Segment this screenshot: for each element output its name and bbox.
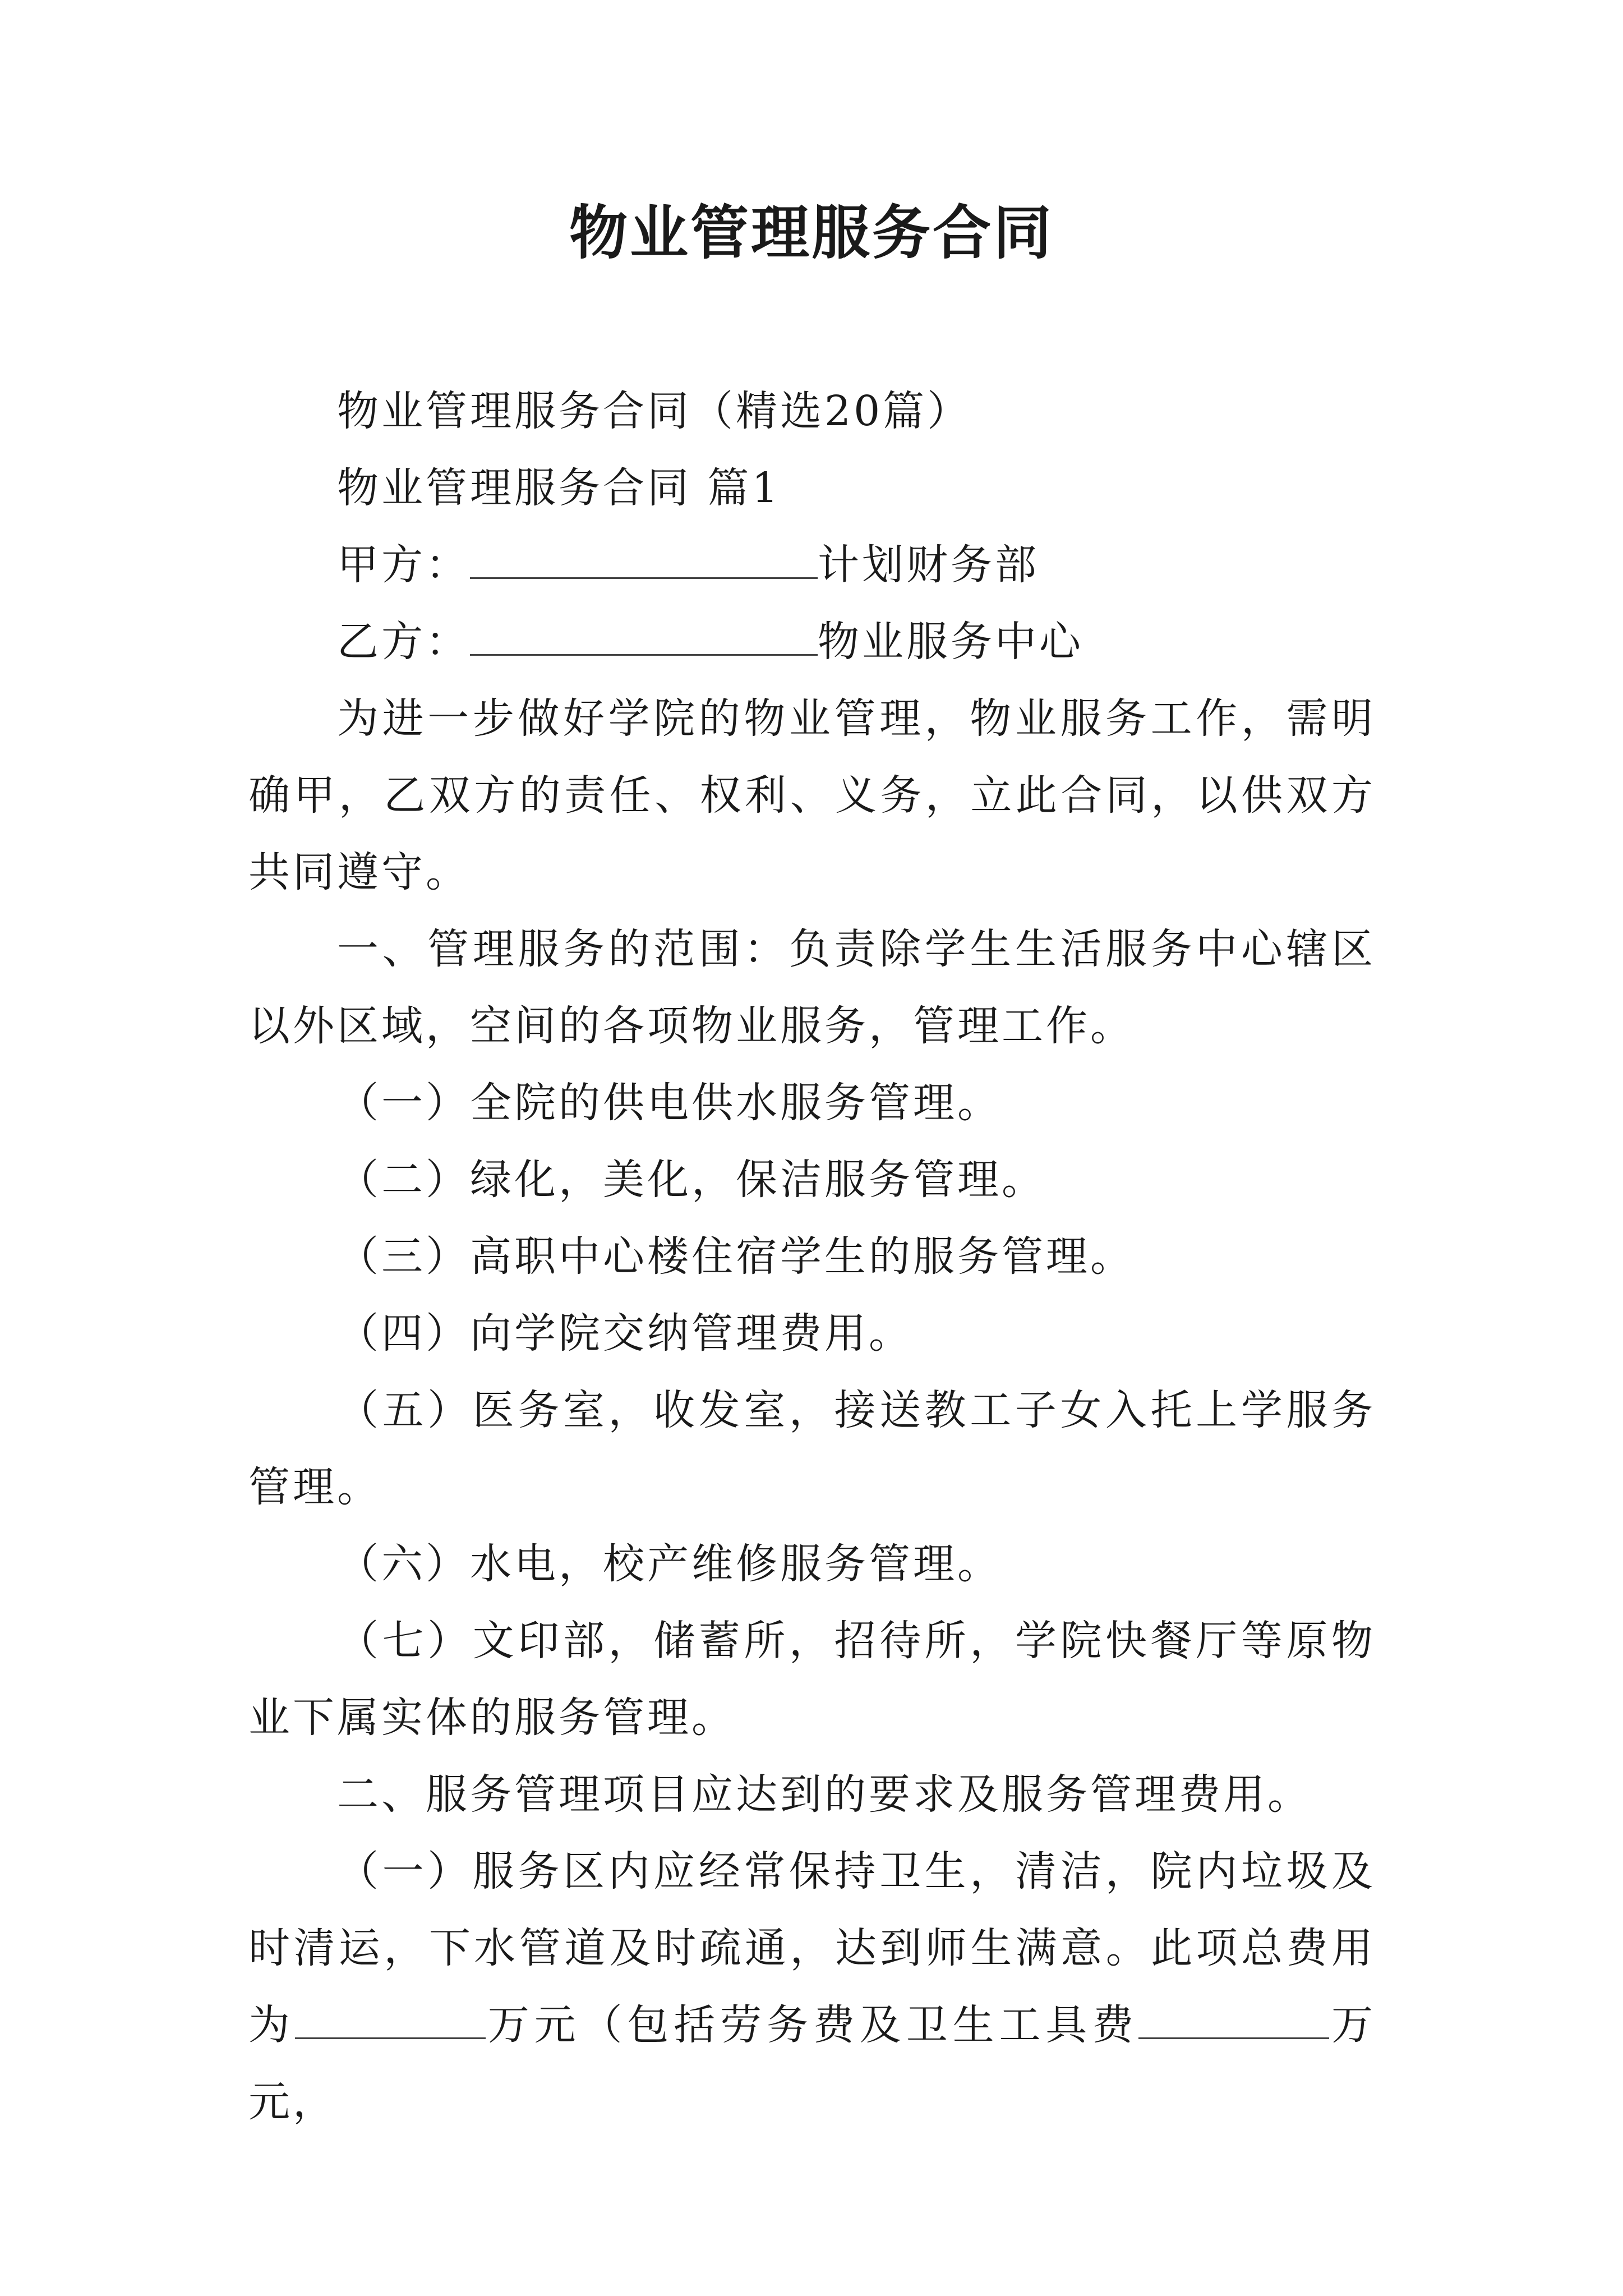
- scope-item-5: （五）医务室，收发室，接送教工子女入托上学服务管理。: [248, 1386, 1376, 1511]
- scope-item-4: （四）向学院交纳管理费用。: [337, 1309, 913, 1358]
- requirement-item-1: [248, 1833, 1376, 2141]
- party-a-blank: [470, 544, 818, 579]
- scope-item-6: （六）水电，校产维修服务管理。: [337, 1540, 1002, 1588]
- requirement-item-1-tail-a: 万元（包括劳务费及卫生工具费: [485, 2001, 1139, 2049]
- requirement-item-1-tail-b: 万元，: [248, 2001, 1376, 2126]
- scope-item-7: （七）文印部，储蓄所，招待所，学院快餐厅等原物业下属实体的服务管理。: [248, 1617, 1376, 1742]
- document-title: 物业管理服务合同: [569, 198, 1054, 267]
- party-a-name: 计划财务部: [818, 541, 1039, 589]
- section-heading: 物业管理服务合同 篇1: [337, 464, 781, 512]
- tools-fee-blank: [1138, 2004, 1329, 2039]
- scope-item-2: （二）绿化，美化，保洁服务管理。: [337, 1156, 1046, 1204]
- party-b-blank: [470, 620, 818, 656]
- party-a-line: [248, 527, 1376, 604]
- document-body: [248, 373, 1376, 2141]
- intro-paragraph: 为进一步做好学院的物业管理，物业服务工作，需明确甲，乙双方的责任、权利、义务，立此合同，以供双方共同遵守。: [248, 694, 1376, 896]
- scope-item-1: （一）全院的供电供水服务管理。: [337, 1079, 1002, 1127]
- subtitle: 物业管理服务合同（精选20篇）: [337, 387, 972, 435]
- total-fee-blank: [295, 2004, 486, 2039]
- party-b-name: 物业服务中心: [818, 618, 1083, 666]
- requirements-paragraph: 二、服务管理项目应达到的要求及服务管理费用。: [337, 1770, 1312, 1819]
- scope-paragraph: 一、管理服务的范围：负责除学生生活服务中心辖区以外区域，空间的各项物业服务，管理工作。: [248, 925, 1376, 1050]
- party-b-label: 乙方：: [337, 618, 470, 666]
- scope-item-3: （三）高职中心楼住宿学生的服务管理。: [337, 1232, 1135, 1281]
- party-a-label: 甲方：: [337, 541, 470, 589]
- requirement-item-1-text: （一）服务区内应经常保持卫生，清洁，院内垃圾及时清运，下水管道及时疏通，达到师生满意。此项总费用为: [248, 1847, 1376, 2049]
- party-b-line: [248, 604, 1376, 680]
